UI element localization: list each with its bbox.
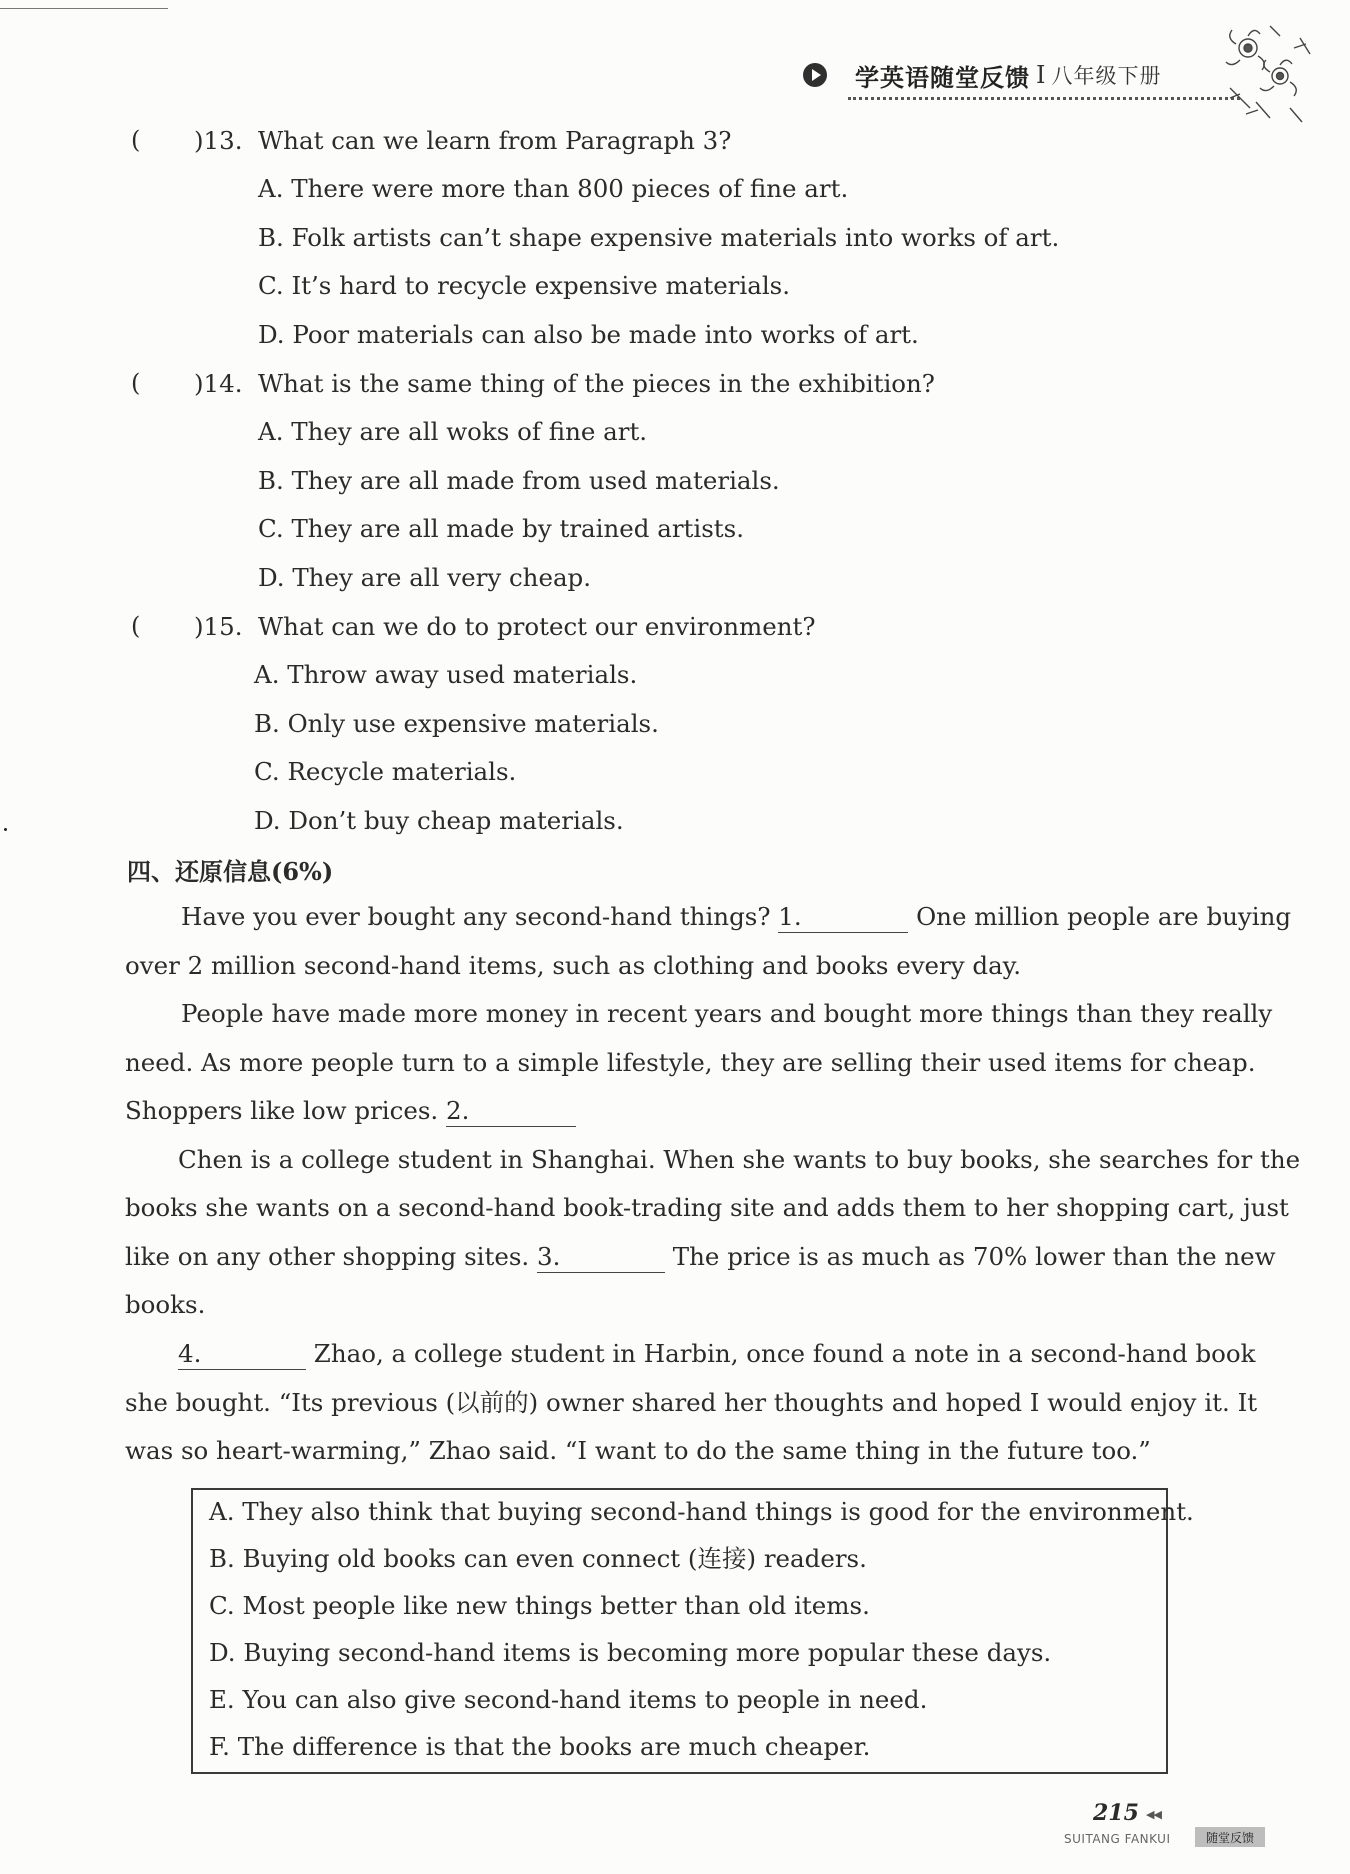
answer-option: D. Buying second-hand items is becoming more popular these days. <box>209 1638 1052 1667</box>
passage-text: Have you ever bought any second-hand things? <box>181 902 771 931</box>
answer-option: B. Buying old books can even connect (连接) readers. <box>209 1544 867 1573</box>
answer-paren-open: ( <box>131 612 141 640</box>
question-number: )14. <box>194 369 243 398</box>
play-icon <box>803 63 827 87</box>
passage-line <box>125 1242 1276 1273</box>
page-number: 215 <box>1093 1800 1139 1826</box>
answer-paren-open: ( <box>131 126 141 154</box>
margin-dot <box>4 828 7 831</box>
flower-decoration-icon <box>1210 18 1320 128</box>
passage-line: People have made more money in recent years and bought more things than they really <box>181 999 1273 1028</box>
passage-line: she bought. “Its previous (以前的) owner shared her thoughts and hoped I would enjoy it. It <box>125 1388 1258 1417</box>
question-number: )13. <box>194 126 243 155</box>
blank-label: 3. <box>536 1242 561 1271</box>
question-14-text: What is the same thing of the pieces in the exhibition? <box>258 369 935 398</box>
footer-brand: SUITANG FANKUI <box>1064 1832 1171 1846</box>
passage-line <box>178 1339 1255 1370</box>
option-text: A. There were more than 800 pieces of fine art. <box>258 174 849 203</box>
option-text: A. Throw away used materials. <box>254 660 638 689</box>
passage-text: Shoppers like low prices. <box>125 1096 439 1125</box>
blank-1[interactable] <box>778 902 908 933</box>
section-title: 四、还原信息 <box>127 858 271 886</box>
blank-3[interactable] <box>537 1242 665 1273</box>
option-text: D. They are all very cheap. <box>258 563 592 592</box>
option-text: B. Only use expensive materials. <box>254 709 659 738</box>
passage-line: over 2 million second-hand items, such as clothing and books every day. <box>125 951 1022 980</box>
passage-line: books. <box>125 1290 206 1319</box>
answer-option: E. You can also give second-hand items to people in need. <box>209 1685 928 1714</box>
option-text: B. Folk artists can’t shape expensive materials into works of art. <box>258 223 1060 252</box>
option-text: D. Poor materials can also be made into works of art. <box>258 320 919 349</box>
header-separator: I <box>1036 61 1046 89</box>
top-rule <box>0 8 168 9</box>
blank-label: 4. <box>178 1339 202 1368</box>
grade-label: 八年级下册 <box>1051 64 1162 88</box>
passage-line: was so heart-warming,” Zhao said. “I want to do the same thing in the future too.” <box>125 1436 1151 1465</box>
blank-label: 2. <box>446 1096 470 1125</box>
blank-2[interactable] <box>446 1096 576 1127</box>
question-13-text: What can we learn from Paragraph 3? <box>258 126 732 155</box>
answer-option: C. Most people like new things better than old items. <box>209 1591 870 1620</box>
book-title: 学英语随堂反馈 <box>855 63 1030 92</box>
passage-line: Chen is a college student in Shanghai. When she wants to buy books, she searches for the <box>178 1145 1301 1174</box>
blank-label: 1. <box>778 902 802 931</box>
passage-text: The price is as much as 70% lower than the new <box>672 1242 1276 1271</box>
passage-text: Zhao, a college student in Harbin, once found a note in a second-hand book <box>313 1339 1256 1368</box>
passage-text: like on any other shopping sites. <box>125 1242 530 1271</box>
passage-line: need. As more people turn to a simple lifestyle, they are selling their used items for cheap. <box>125 1048 1256 1077</box>
section-heading <box>127 852 333 887</box>
footer-tag: 随堂反馈 <box>1195 1827 1265 1847</box>
question-15-text: What can we do to protect our environment? <box>258 612 816 641</box>
option-text: C. It’s hard to recycle expensive materials. <box>258 271 791 300</box>
passage-line <box>125 1096 576 1127</box>
option-text: D. Don’t buy cheap materials. <box>254 806 624 835</box>
passage-line <box>181 902 1291 933</box>
option-text: C. Recycle materials. <box>254 757 517 786</box>
page-header <box>803 55 1161 95</box>
blank-4[interactable] <box>178 1339 306 1370</box>
passage-line: books she wants on a second-hand book-trading site and adds them to her shopping cart, just <box>125 1193 1289 1222</box>
double-arrow-left-icon: ◀◀ <box>1146 1808 1161 1821</box>
answer-paren-open: ( <box>131 369 141 397</box>
passage-text: One million people are buying <box>916 902 1292 931</box>
header-dotted-rule <box>848 97 1240 100</box>
section-percent: (6%) <box>271 857 334 886</box>
option-text: B. They are all made from used materials. <box>258 466 780 495</box>
answer-option: A. They also think that buying second-hand things is good for the environment. <box>209 1497 1194 1526</box>
option-text: C. They are all made by trained artists. <box>258 514 745 543</box>
answer-option: F. The difference is that the books are much cheaper. <box>209 1732 871 1761</box>
question-number: )15. <box>194 612 243 641</box>
option-text: A. They are all woks of fine art. <box>258 417 648 446</box>
